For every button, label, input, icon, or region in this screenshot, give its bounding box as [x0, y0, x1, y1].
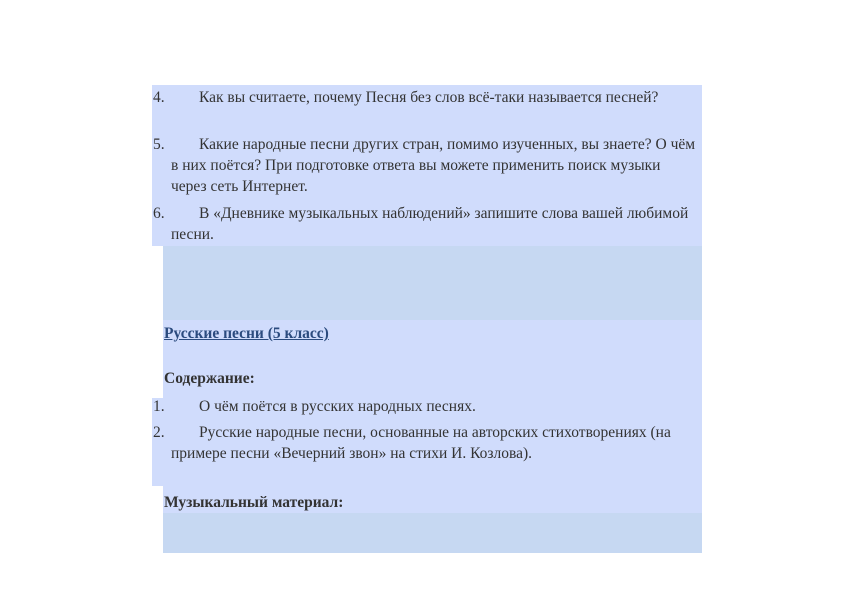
blank-band-bottom	[163, 513, 702, 553]
material-heading: Музыкальный материал:	[164, 494, 344, 511]
question-text: Как вы считаете, почему Песня без слов всё-таки называется песней?	[199, 89, 659, 106]
question-number: 5.	[153, 136, 165, 153]
question-text: Какие народные песни других стран, помимо изученных, вы знаете? О чём в них поётся? При подготовке ответа вы можете применить поиск музыки через сеть Интернет.	[171, 136, 696, 195]
contents-text: Русские народные песни, основанные на авторских стихотворениях (на примере песни «Вечерний звон» на стихи И. Козлова).	[171, 424, 671, 462]
question-number: 6.	[153, 205, 165, 222]
contents-text: О чём поётся в русских народных песнях.	[199, 398, 476, 415]
section-title-link[interactable]: Русские песни (5 класс)	[164, 325, 329, 342]
contents-heading: Содержание:	[164, 370, 255, 387]
contents-number: 2.	[153, 424, 165, 441]
blank-band-top	[163, 246, 702, 320]
contents-number: 1.	[153, 398, 165, 415]
question-text: В «Дневнике музыкальных наблюдений» запишите слова вашей любимой песни.	[171, 205, 689, 243]
question-number: 4.	[153, 89, 165, 106]
